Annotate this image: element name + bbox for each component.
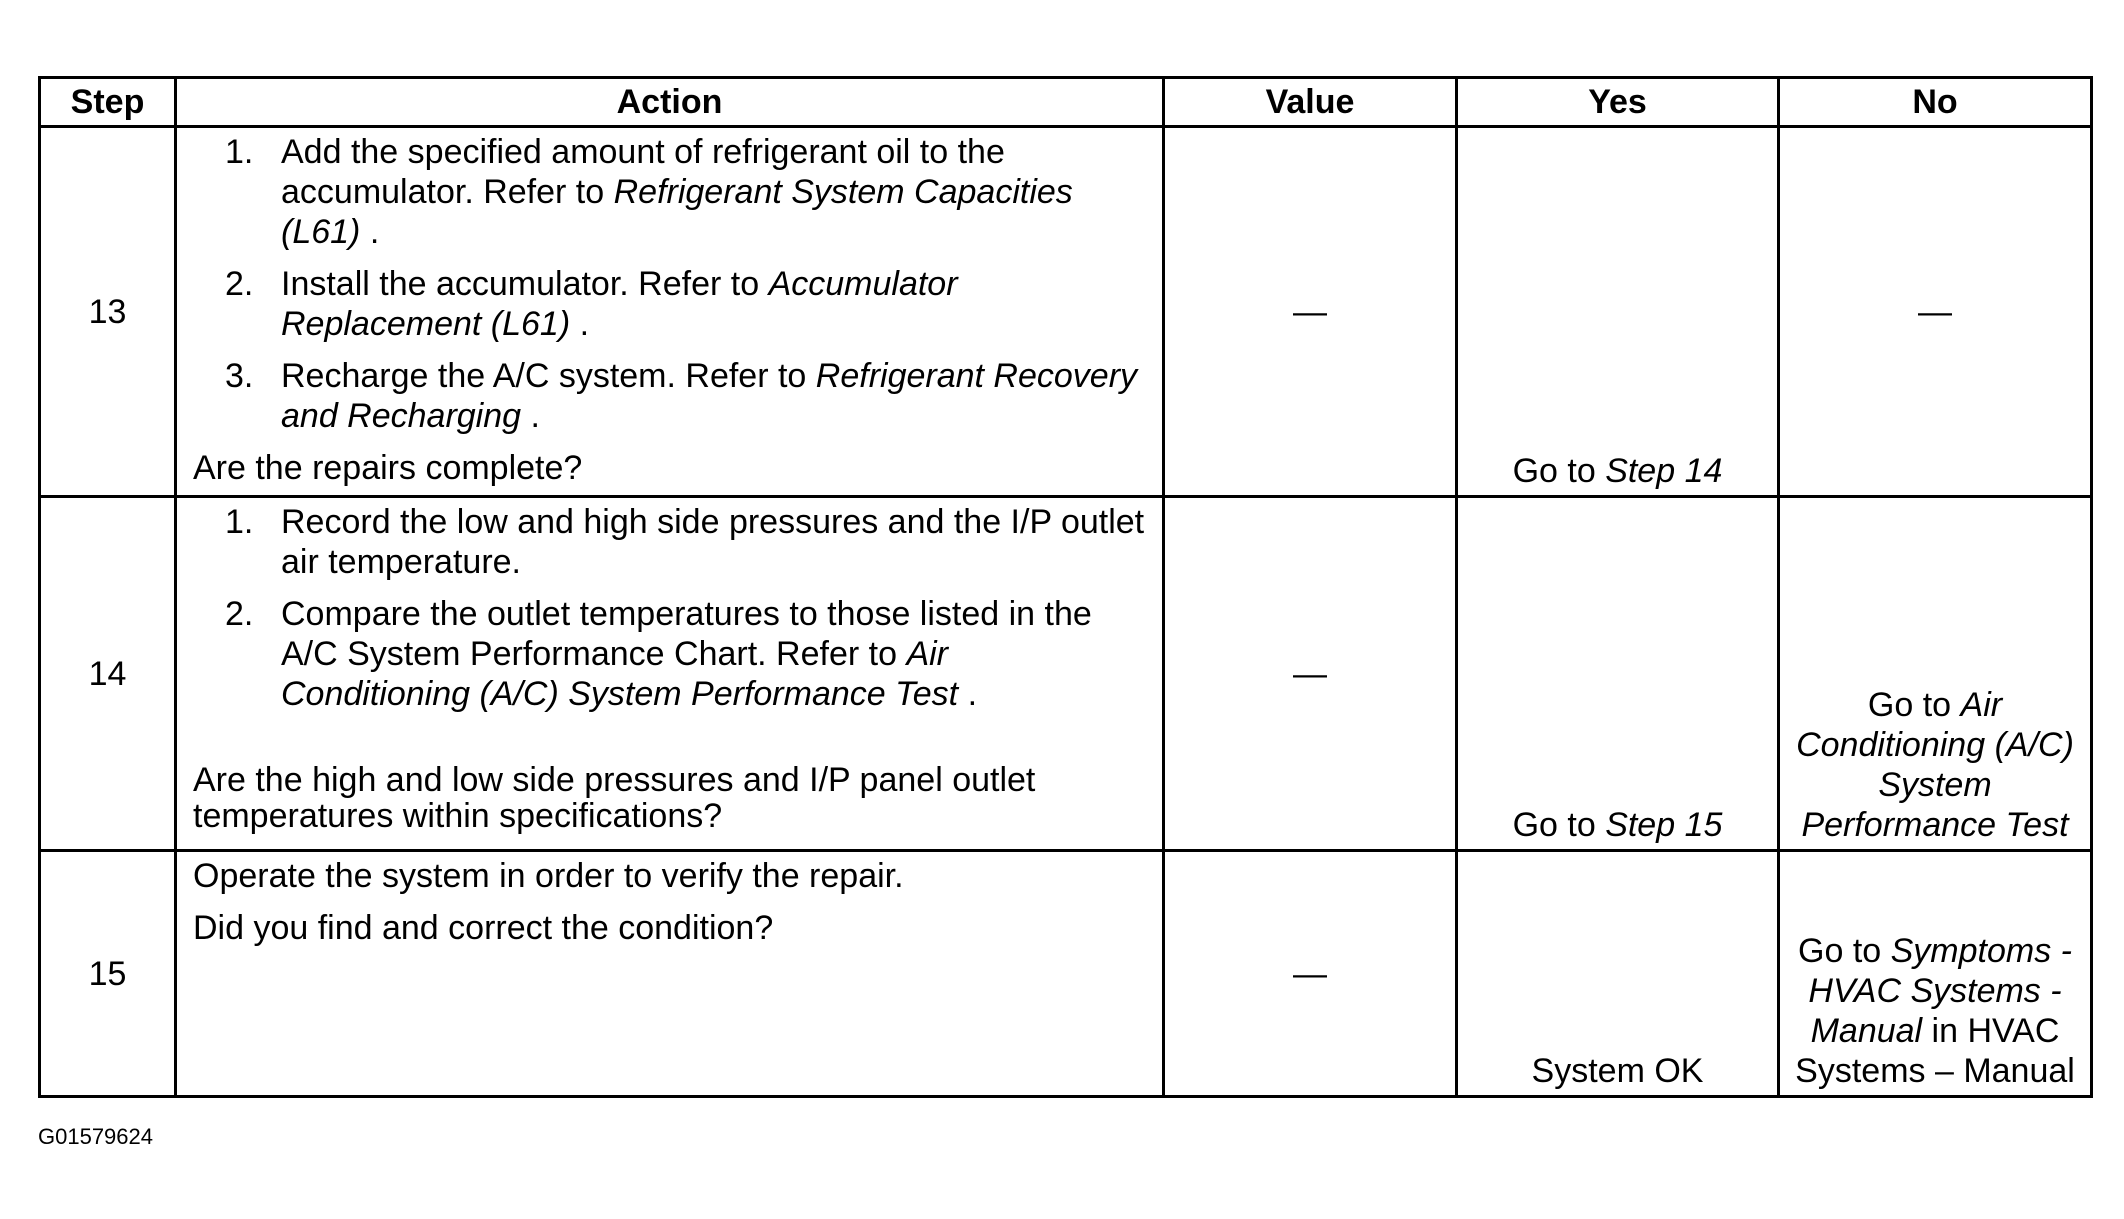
step-number: 15: [40, 851, 176, 1097]
action-step: [193, 264, 1146, 344]
action-cell: [176, 851, 1164, 1097]
action-question: Did you find and correct the condition?: [193, 909, 774, 947]
value-dash: —: [1293, 654, 1327, 693]
header-step: Step: [40, 78, 176, 127]
value-dash: —: [1293, 954, 1327, 993]
diagnostic-table: [38, 76, 2093, 1098]
table-row-step-15: [40, 851, 2092, 1097]
step-item-text: Install the accumulator. Refer to: [281, 265, 769, 303]
step-item-end: .: [958, 675, 978, 713]
no-prefix: Go to: [1798, 932, 1891, 970]
table-row-step-14: [40, 497, 2092, 851]
yes-prefix: Go to: [1512, 452, 1606, 490]
step-item-end: .: [360, 213, 380, 251]
table-row-step-13: [40, 127, 2092, 497]
action-step: [193, 594, 1146, 714]
step-item-number: 3.: [225, 357, 254, 395]
step-item-number: 2.: [225, 595, 254, 633]
yes-prefix: Go to: [1512, 806, 1606, 844]
no-reference-link[interactable]: Air Conditioning (A/C) System Performance Test: [1796, 686, 2074, 844]
step-number: 14: [40, 497, 176, 851]
no-prefix: Go to: [1867, 686, 1961, 724]
step-item-end: .: [570, 305, 590, 343]
step-item-end: .: [521, 397, 540, 435]
step-item-number: 1.: [225, 133, 254, 171]
header-row: [40, 78, 2092, 127]
step-number: 13: [40, 127, 176, 497]
yes-step-link[interactable]: Step 15: [1605, 806, 1723, 844]
reference-link[interactable]: Refrigerant Recovery and Recharging: [281, 357, 1138, 435]
step-item-text: Add the specified amount of refrigerant oil to the accumulator. Refer to: [281, 133, 1005, 211]
header-action: Action: [176, 78, 1164, 127]
value-dash: —: [1293, 292, 1327, 331]
reference-link[interactable]: Air Conditioning (A/C) System Performance Test: [281, 635, 959, 713]
no-suffix: in HVAC Systems – Manual: [1795, 1012, 2075, 1090]
action-question: Are the high and low side pressures and I/P panel outlet temperatures within specifications?: [193, 761, 1036, 835]
action-steps: [193, 502, 1146, 714]
action-step: [193, 502, 1146, 582]
value-cell: [1164, 497, 1457, 851]
figure-id: G01579624: [38, 1124, 153, 1149]
action-step: [193, 132, 1146, 252]
step-item-number: 2.: [225, 265, 254, 303]
action-cell: [176, 127, 1164, 497]
no-reference-link[interactable]: Symptoms - HVAC Systems - Manual: [1808, 932, 2072, 1050]
value-cell: [1164, 127, 1457, 497]
value-cell: [1164, 851, 1457, 1097]
yes-result: System OK: [1531, 1052, 1704, 1090]
action-question: Are the repairs complete?: [193, 449, 583, 487]
action-steps: [193, 132, 1146, 436]
no-dash: —: [1918, 292, 1952, 331]
yes-cell: [1457, 851, 1779, 1097]
reference-link[interactable]: Accumulator Replacement (L61): [281, 265, 958, 343]
table-header: [40, 78, 2092, 127]
yes-cell: [1457, 497, 1779, 851]
step-item-text: Record the low and high side pressures and the I/P outlet air temperature.: [281, 503, 1145, 581]
action-paragraph: Operate the system in order to verify the repair.: [193, 857, 904, 895]
header-no: No: [1779, 78, 2092, 127]
header-value: Value: [1164, 78, 1457, 127]
step-item-text: Recharge the A/C system. Refer to: [281, 357, 816, 395]
step-item-number: 1.: [225, 503, 254, 541]
no-cell: [1779, 851, 2092, 1097]
no-cell: [1779, 127, 2092, 497]
reference-link[interactable]: Refrigerant System Capacities (L61): [281, 173, 1073, 251]
header-yes: Yes: [1457, 78, 1779, 127]
action-cell: [176, 497, 1164, 851]
yes-step-link[interactable]: Step 14: [1605, 452, 1723, 490]
step-item-text: Compare the outlet temperatures to those listed in the A/C System Performance Chart. Refer to: [281, 595, 1092, 673]
yes-cell: [1457, 127, 1779, 497]
action-step: [193, 356, 1146, 436]
no-cell: [1779, 497, 2092, 851]
